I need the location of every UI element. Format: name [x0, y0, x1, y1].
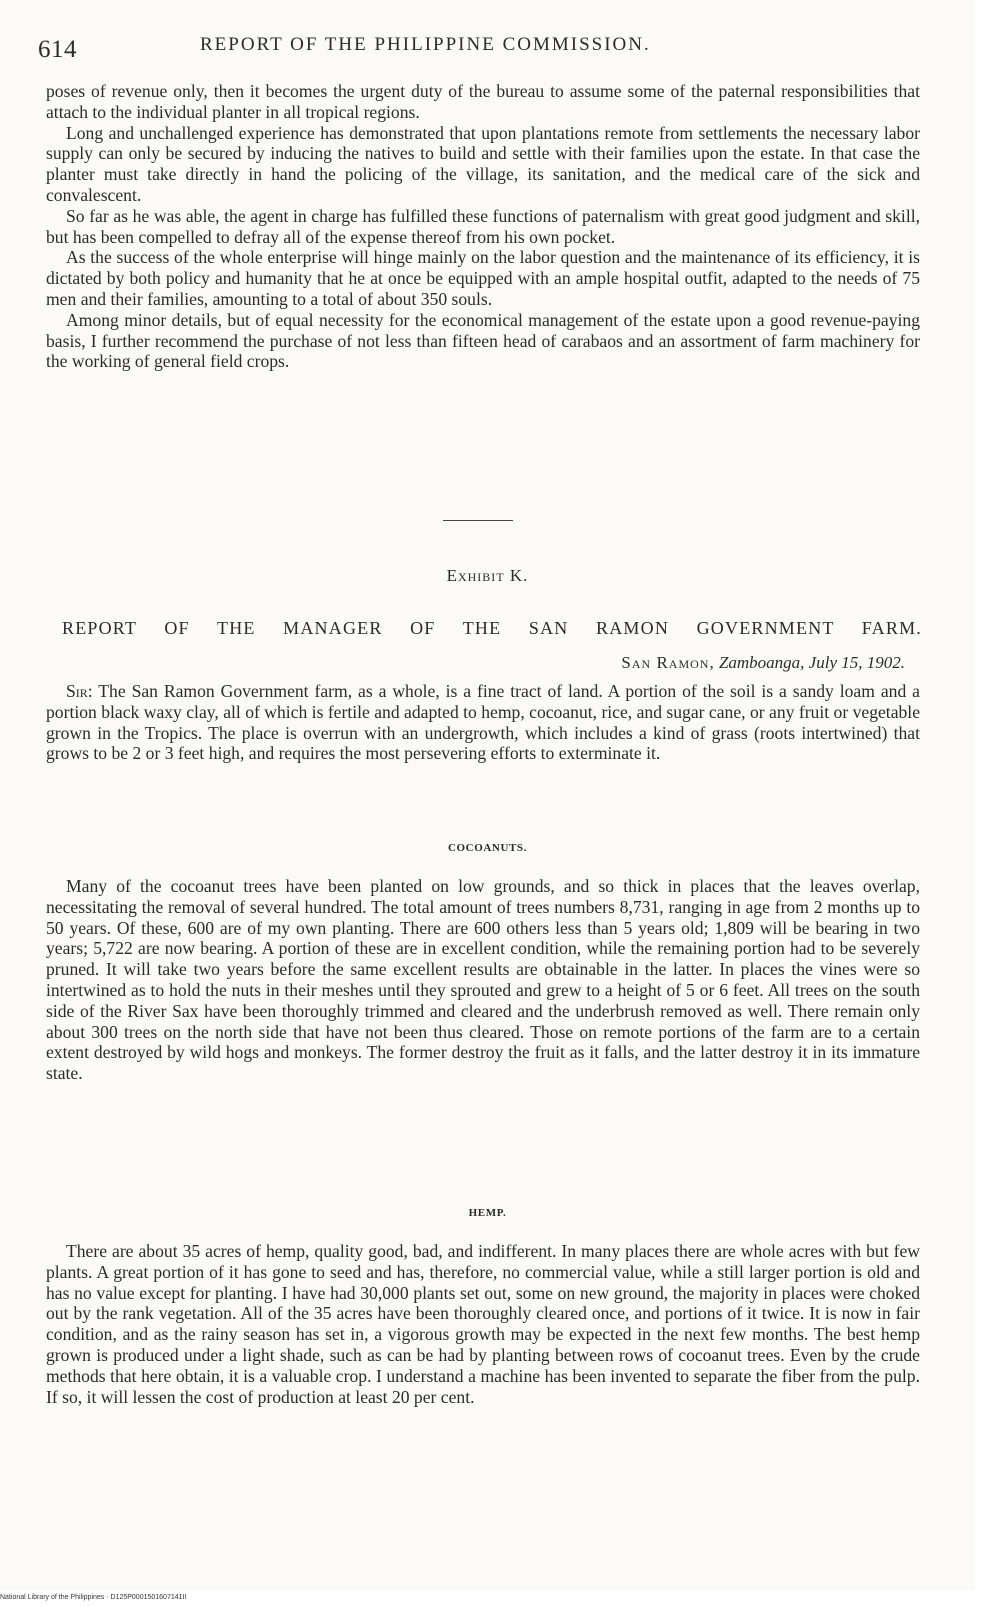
- paragraph: Among minor details, but of equal necessity for the economical management of the estate upon a good revenue-paying basis, I further recommend the purchase of not less than fifteen head of carabaos and an assortment of farm machinery for the working of general field crops.: [46, 309, 920, 372]
- cocoanuts-text: [46, 876, 920, 1084]
- letter-paragraph: [46, 681, 920, 764]
- page-number: 614: [38, 36, 77, 63]
- letter-text: [46, 681, 920, 764]
- running-title: REPORT OF THE PHILIPPINE COMMISSION.: [200, 34, 651, 55]
- scan-footer: National Library of the Philippines · D125P0001501607141II: [0, 1594, 187, 1601]
- report-title: REPORT OF THE MANAGER OF THE SAN RAMON GOVERNMENT FARM.: [62, 618, 922, 638]
- dateline: [621, 653, 905, 673]
- section-heading-cocoanuts: COCOANUTS.: [447, 842, 528, 854]
- dateline-location-date: Zamboanga, July 15, 1902.: [718, 653, 905, 672]
- paragraph: There are about 35 acres of hemp, quality good, bad, and indifferent. In many places there are whole acres with but few plants. A great portion of it has gone to seed and has, therefore, no commercial value, while a still larger portion is old and has no value except for planting. I have had 30,000 plants set out, some on new ground, the majority in places were choked out by the rank vegetation. All of the 35 acres have been thoroughly cleared once, and portions of it twice. It is now in fair condition, and as the rainy season has set in, a vigorous growth may be expected in the next few months. The best hemp grown is produced under a light shade, such as can be had by planting between rows of cocoanut trees. Even by the crude methods that here obtain, it is a valuable crop. I understand a machine has been invented to separate the fiber from the pulp. If so, it will lessen the cost of production at least 20 per cent.: [46, 1241, 920, 1407]
- dateline-place: San Ramon,: [621, 653, 715, 672]
- paragraph: So far as he was able, the agent in charge has fulfilled these functions of paternalism with great good judgment and skill, but has been compelled to defray all of the expense thereof from his own pocket.: [46, 205, 920, 247]
- letter-body: The San Ramon Government farm, as a whole, is a fine tract of land. A portion of the soil is a sandy loam and a portion black waxy clay, all of which is fertile and adapted to hemp, cocoanut, rice, and sugar cane, or any fruit or vegetable grown in the Tropics. The place is overrun with an undergrowth, which includes a kind of grass (roots intertwined) that grows to be 2 or 3 feet high, and requires the most persevering efforts to exterminate it.: [46, 681, 920, 764]
- paragraph: Long and unchallenged experience has demonstrated that upon plantations remote from settlements the necessary labor supply can only be secured by inducing the natives to build and settle with their families upon the estate. In that case the planter must take directly in hand the policing of the village, its sanitation, and the medical care of the sick and convalescent.: [46, 122, 920, 205]
- section-divider: [443, 520, 513, 521]
- paragraph: poses of revenue only, then it becomes the urgent duty of the bureau to assume some of the paternal responsibilities that attach to the individual planter in all tropical regions.: [46, 81, 920, 122]
- exhibit-label: Exhibit K.: [446, 566, 529, 585]
- hemp-text: [46, 1241, 920, 1407]
- salutation: Sir:: [66, 681, 93, 701]
- paragraph: As the success of the whole enterprise will hinge mainly on the labor question and the maintenance of its efficiency, it is dictated by both policy and humanity that he at once be equipped with an ample hospital outfit, adapted to the needs of 75 men and their families, amounting to a total of about 350 souls.: [46, 247, 920, 309]
- section-heading-hemp: HEMP.: [468, 1207, 507, 1219]
- intro-text: [46, 81, 920, 372]
- paragraph: Many of the cocoanut trees have been planted on low grounds, and so thick in places that the leaves overlap, necessitating the removal of several hundred. The total amount of trees numbers 8,731, ranging in age from 2 months up to 50 years. Of these, 600 are of my own planting. There are 600 others less than 5 years old; 1,809 will be bearing in two years; 5,722 are now bearing. A portion of these are in excellent condition, while the remaining portion had to be severely pruned. It will take two years before the same excellent results are obtainable in the latter. In places the vines were so intertwined as to hold the nuts in their meshes until they sprouted and grew to a height of 5 or 6 feet. All trees on the south side of the River Sax have been thoroughly trimmed and cleared and the underbrush removed as well. There remain only about 300 trees on the north side that have not been thus cleared. Those on remote portions of the farm are to a certain extent destroyed by wild hogs and monkeys. The former destroy the fruit as it falls, and the latter destroy it in its immature state.: [46, 876, 920, 1084]
